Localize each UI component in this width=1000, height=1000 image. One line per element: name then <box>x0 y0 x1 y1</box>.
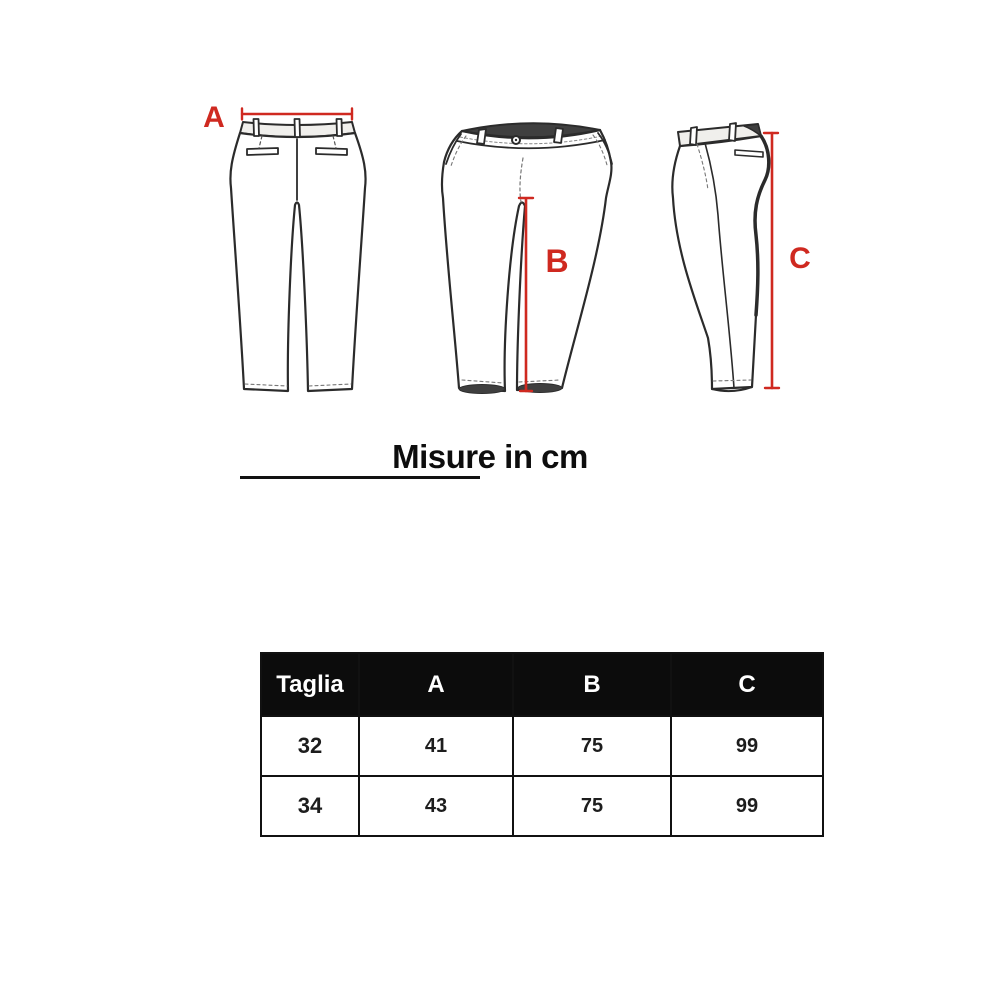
measure-a-value: 41 <box>359 716 513 776</box>
measure-c-value: 99 <box>671 716 823 776</box>
pants-side-view-drawing <box>672 123 769 391</box>
measure-line-a <box>242 109 352 120</box>
measure-b-value: 75 <box>513 716 671 776</box>
pants-back-view-drawing <box>230 119 365 391</box>
measure-a-value: 43 <box>359 776 513 836</box>
title-underline <box>240 476 480 479</box>
label-b: B <box>545 243 569 279</box>
measure-c-value: 99 <box>671 776 823 836</box>
size-value: 32 <box>261 716 359 776</box>
size-table-header-taglia: Taglia <box>261 653 359 716</box>
size-table <box>260 652 824 837</box>
size-value: 34 <box>261 776 359 836</box>
size-table-header-a: A <box>359 653 513 716</box>
label-c: C <box>789 242 811 275</box>
label-a: A <box>203 101 225 134</box>
title-block <box>0 438 980 476</box>
size-table-header-c: C <box>671 653 823 716</box>
size-table-row-34 <box>261 776 823 836</box>
size-table-header-row <box>261 653 823 716</box>
page-title: Misure in cm <box>392 438 588 475</box>
size-table-row-32 <box>261 716 823 776</box>
size-table-header-b: B <box>513 653 671 716</box>
measure-b-value: 75 <box>513 776 671 836</box>
